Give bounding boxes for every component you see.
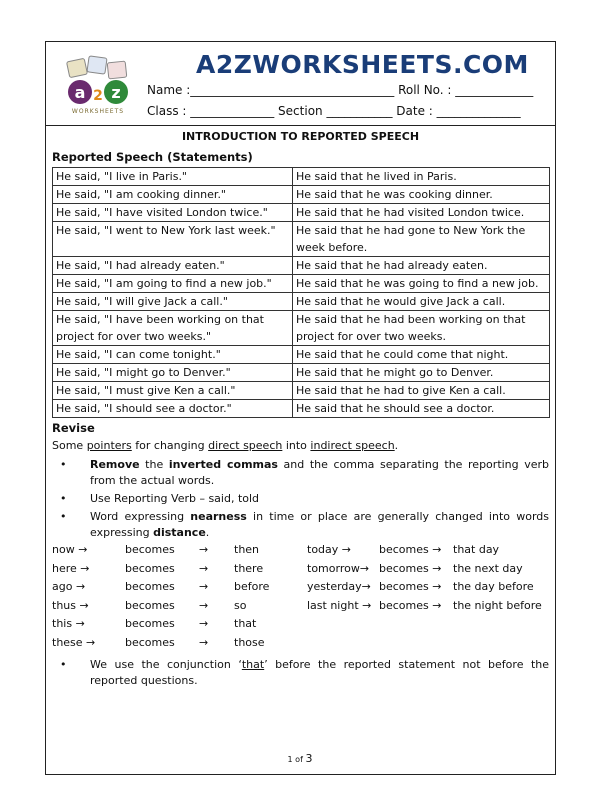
svg-text:a: a: [74, 83, 86, 102]
that-underline: that: [241, 658, 265, 671]
word-from-2: yesterday→: [307, 580, 371, 593]
reported-speech-table: [52, 167, 550, 418]
point-conjunction-that: • We use the conjunction ‘that’ before the reported statement not before the reported questions.: [60, 658, 550, 687]
page-number: 1 of 3: [287, 752, 313, 765]
table-row: [53, 400, 550, 418]
word-change-row: [52, 636, 549, 654]
svg-text:z: z: [111, 83, 121, 102]
direct-speech-cell: He said, "I live in Paris.": [53, 168, 293, 186]
bullet-icon: •: [60, 492, 67, 505]
becomes-label: becomes: [125, 617, 175, 630]
word-to-2: that day: [453, 543, 500, 556]
logo-wordmark: WORKSHEETS: [71, 108, 125, 115]
reported-speech-cell: He said that he would give Jack a call.: [293, 293, 550, 311]
direct-speech-cell: He said, "I have visited London twice.": [53, 204, 293, 222]
reported-speech-cell: He said that he should see a doctor.: [293, 400, 550, 418]
point-nearness-distance: • Word expressing nearness in time or place are generally changed into words expressing distance.: [60, 510, 549, 539]
direct-speech-cell: He said, "I had already eaten.": [53, 257, 293, 275]
revise-points-2: [52, 657, 549, 689]
word-change-grid: [52, 543, 549, 655]
table-row: [53, 382, 550, 400]
word-from: ago →: [52, 580, 86, 593]
pointers-underline: pointers: [86, 439, 132, 452]
word-to: there: [234, 561, 264, 575]
worksheet-header: [46, 42, 555, 126]
revise-heading: Revise: [52, 421, 95, 435]
direct-speech-cell: He said, "I can come tonight.": [53, 346, 293, 364]
arrow-icon: →: [199, 543, 209, 556]
site-title: A2ZWORKSHEETS.COM: [196, 50, 529, 79]
bullet-icon: •: [60, 658, 67, 671]
word-change-row: [52, 617, 549, 635]
worksheet-title: INTRODUCTION TO REPORTED SPEECH: [181, 130, 420, 143]
worksheet-page: [45, 41, 556, 775]
reported-speech-cell: He said that he might go to Denver.: [293, 364, 550, 382]
worksheet-content: [52, 126, 549, 691]
direct-speech-cell: He said, "I went to New York last week.": [53, 222, 293, 257]
arrow-icon: →: [199, 617, 209, 630]
word-from-2: tomorrow→: [307, 561, 370, 575]
point-remove-commas: • Remove the inverted commas and the comma separating the reporting verb from the actual words.: [60, 458, 550, 487]
direct-speech-underline: direct speech: [208, 439, 283, 452]
word-from: thus →: [52, 598, 89, 612]
arrow-icon: →: [199, 561, 209, 575]
word-change-row: [52, 599, 549, 617]
reported-speech-cell: He said that he was cooking dinner.: [293, 186, 550, 204]
direct-speech-cell: He said, "I have been working on that project for over two weeks.": [53, 311, 293, 346]
word-change-row: [52, 543, 549, 561]
becomes-label-2: becomes →: [379, 561, 442, 575]
becomes-label: becomes: [125, 598, 175, 612]
direct-speech-cell: He said, "I am going to find a new job.": [53, 275, 293, 293]
arrow-icon: →: [199, 598, 209, 612]
reported-speech-cell: He said that he had already eaten.: [293, 257, 550, 275]
table-row: [53, 186, 550, 204]
becomes-label-2: becomes →: [379, 580, 442, 593]
reported-speech-cell: He said that he had been working on that project for over two weeks.: [293, 311, 550, 346]
word-to: then: [234, 543, 260, 556]
becomes-label: becomes: [125, 561, 175, 575]
table-row: [53, 204, 550, 222]
word-to: before: [234, 580, 270, 593]
word-from: this →: [52, 617, 85, 630]
becomes-label-2: becomes →: [379, 598, 442, 612]
table-row: [53, 222, 550, 257]
word-from: now →: [52, 543, 88, 556]
direct-speech-cell: He said, "I might go to Denver.": [53, 364, 293, 382]
reported-speech-cell: He said that he lived in Paris.: [293, 168, 550, 186]
svg-text:2: 2: [93, 88, 103, 104]
word-from-2: today →: [307, 543, 351, 556]
revise-points: [52, 457, 549, 541]
table-row: [53, 311, 550, 346]
word-from: here →: [52, 561, 90, 575]
reported-speech-cell: He said that he was going to find a new job.: [293, 275, 550, 293]
revise-intro: Some pointers for changing direct speech into indirect speech.: [52, 439, 399, 452]
reported-speech-cell: He said that he had visited London twice.: [293, 204, 550, 222]
word-change-row: [52, 580, 549, 598]
bullet-icon: •: [60, 510, 67, 523]
class-section-date-line: Class : ______________ Section ___________ Date : ______________: [147, 104, 521, 118]
section-title: Reported Speech (Statements): [52, 150, 253, 164]
table-row: [53, 168, 550, 186]
word-to-2: the night before: [453, 598, 542, 612]
reported-speech-cell: He said that he had to give Ken a call.: [293, 382, 550, 400]
direct-speech-cell: He said, "I should see a doctor.": [53, 400, 293, 418]
word-to-2: the next day: [453, 561, 523, 575]
name-roll-line: Name :__________________________________ Roll No. : _____________: [147, 83, 534, 97]
table-row: [53, 346, 550, 364]
point-reporting-verb: • Use Reporting Verb – said, told: [60, 492, 260, 505]
word-to: so: [234, 598, 247, 612]
direct-speech-cell: He said, "I am cooking dinner.": [53, 186, 293, 204]
direct-speech-cell: He said, "I must give Ken a call.": [53, 382, 293, 400]
table-row: [53, 364, 550, 382]
a2z-logo: [58, 54, 138, 116]
reported-speech-cell: He said that he had gone to New York the week before.: [293, 222, 550, 257]
becomes-label: becomes: [125, 635, 175, 649]
word-to: that: [234, 617, 257, 630]
word-change-row: [52, 562, 549, 580]
table-row: [53, 257, 550, 275]
table-row: [53, 293, 550, 311]
becomes-label: becomes: [125, 543, 175, 556]
word-to-2: the day before: [453, 580, 534, 593]
word-to: those: [234, 635, 265, 649]
bullet-icon: •: [60, 458, 67, 471]
reported-speech-cell: He said that he could come that night.: [293, 346, 550, 364]
becomes-label: becomes: [125, 580, 175, 593]
word-from: these →: [52, 635, 96, 649]
arrow-icon: →: [199, 635, 209, 649]
becomes-label-2: becomes →: [379, 543, 442, 556]
direct-speech-cell: He said, "I will give Jack a call.": [53, 293, 293, 311]
indirect-speech-underline: indirect speech: [310, 439, 395, 452]
table-row: [53, 275, 550, 293]
word-from-2: last night →: [307, 598, 372, 612]
arrow-icon: →: [199, 580, 209, 593]
